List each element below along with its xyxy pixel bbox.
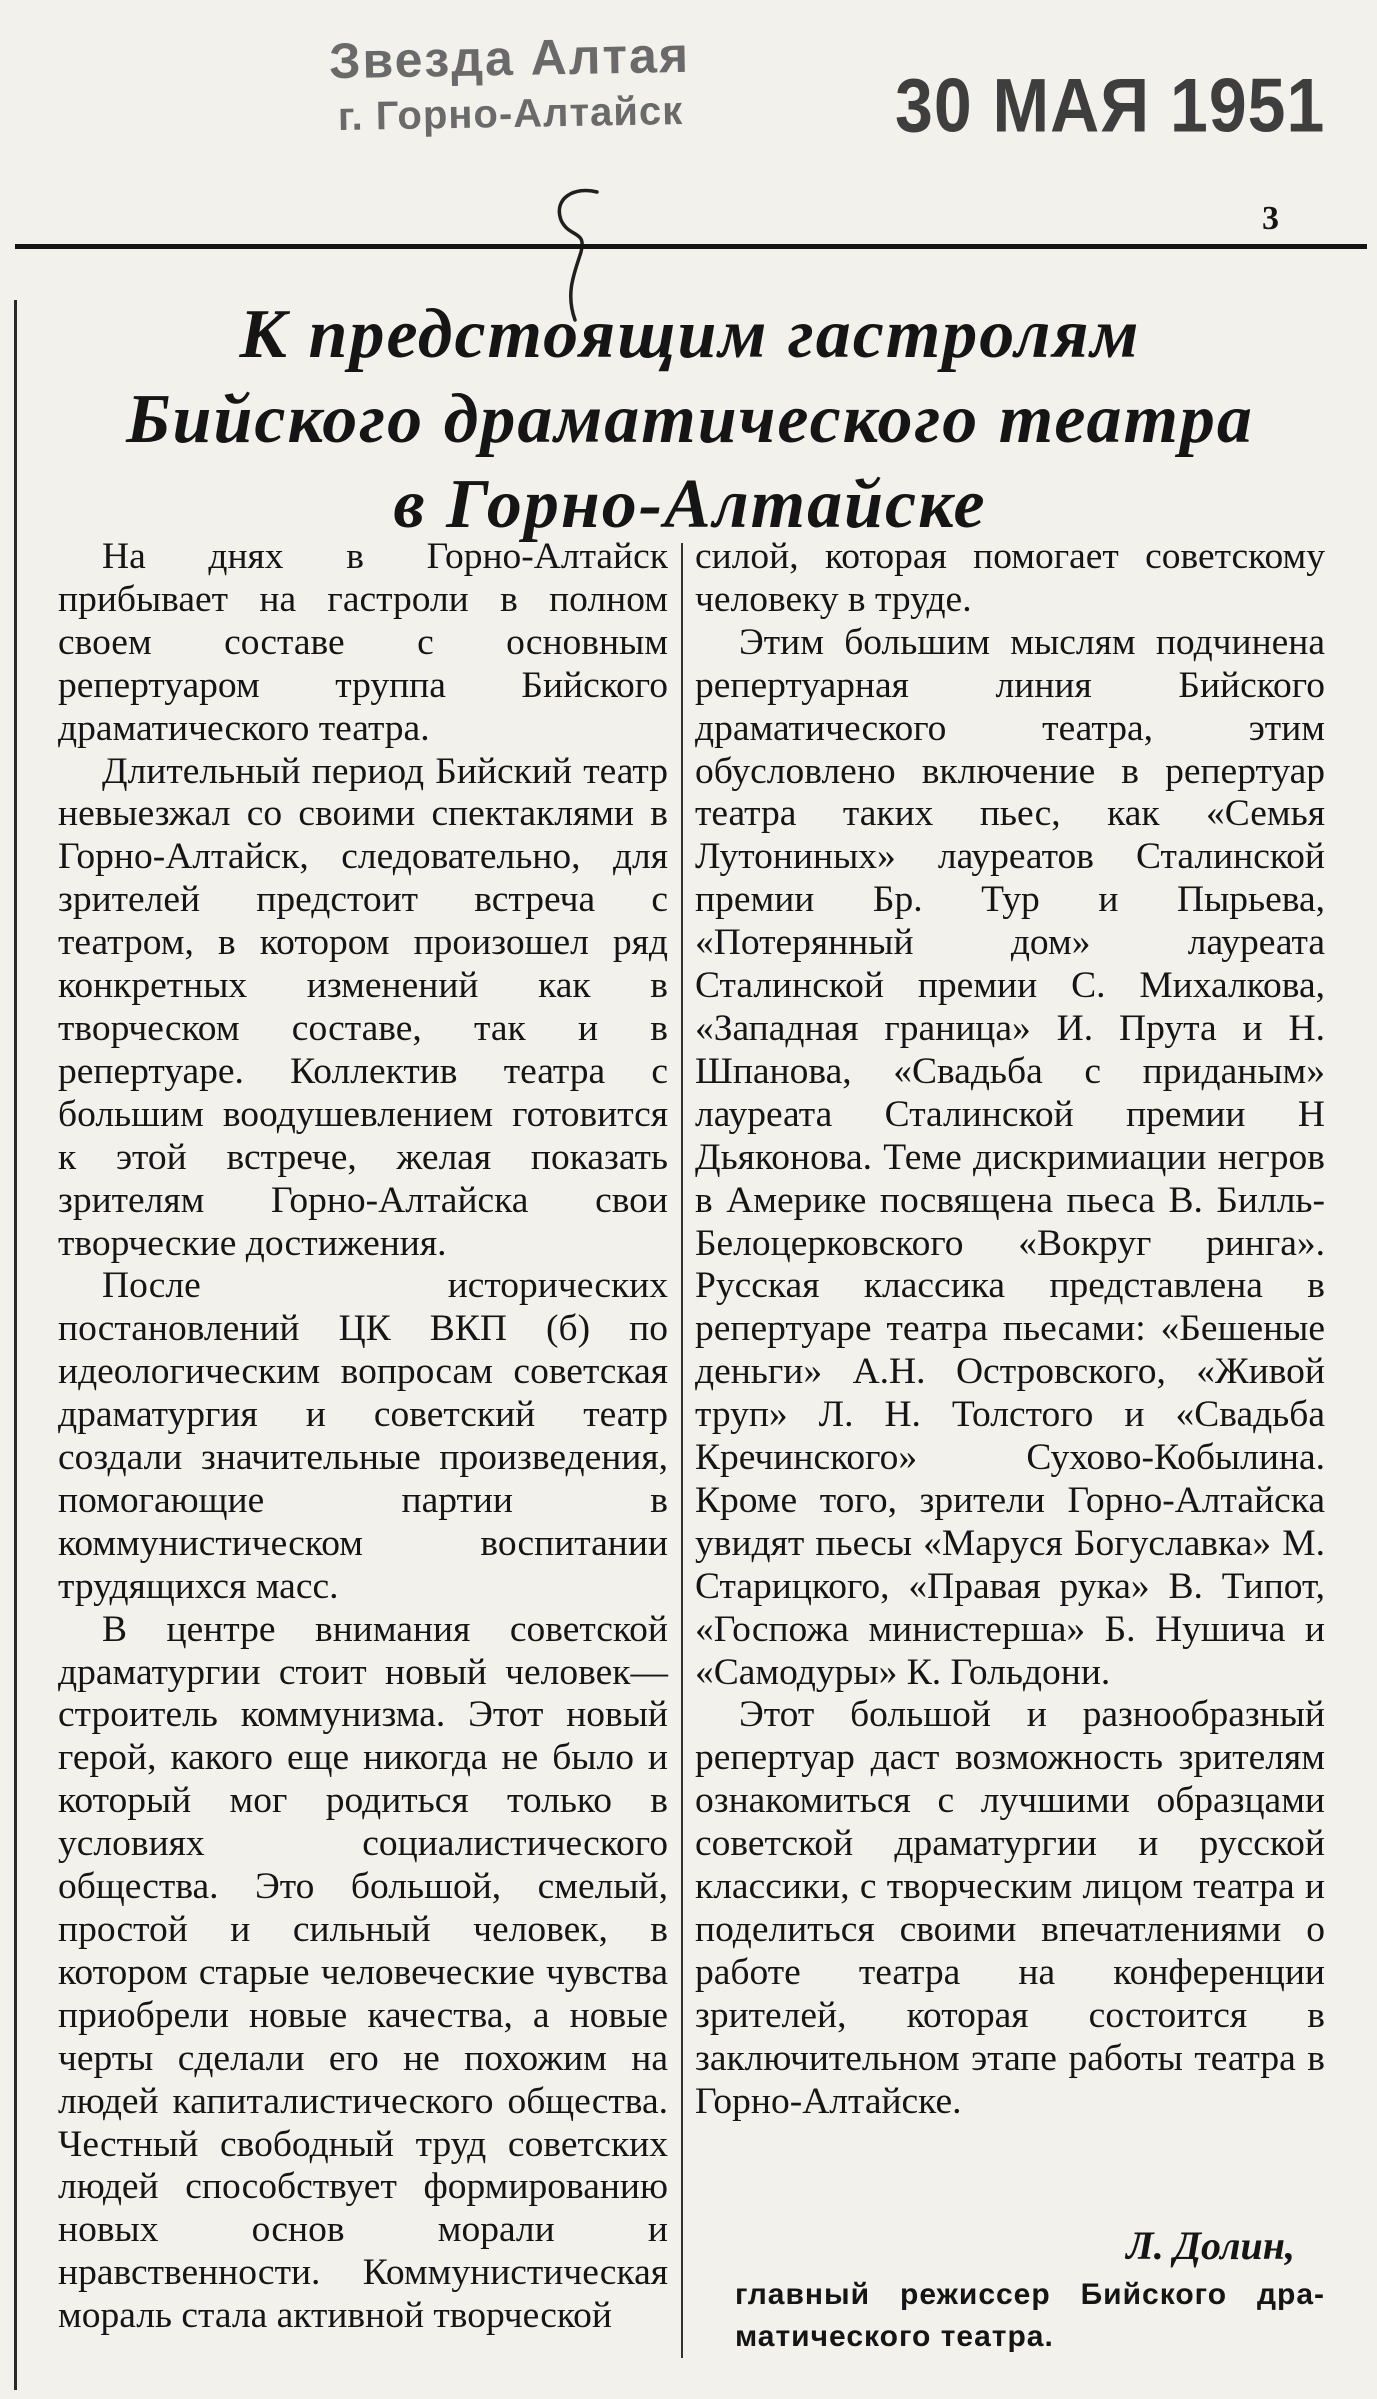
paragraph: В центре внимания советской драматургии стоит новый человек— строитель коммунизма. Этот новый герой, какого еще никогда не было и который мог родиться только в условиях социалистического общества. Это большой, смелый, простой и сильный человек, в котором старые человеческие чувства приобрели новые качества, а новые черты сделали его не похожим на людей капиталистического общества. Честный свободный труд советских людей способствует формированию новых основ морали и нравственности. Коммунистическая мораль стала активной творческой — [58, 1608, 668, 2337]
author-name: Л. Долин, — [1126, 2223, 1295, 2268]
headline-line-2: Бийского драматического театра — [126, 381, 1254, 458]
author-title — [695, 2274, 1325, 2358]
column-divider — [681, 543, 683, 2358]
author-title-line-2: матического театра. — [735, 2320, 1054, 2353]
paragraph: Этот большой и разнообразный репертуар даст возможность зрителям ознакомиться с лучшими образцами советской драматургии и русской классики, с творческим лицом театра и поделиться своими впечатлениями о работе театра на конференции зрителей, которая состоится в заключительном этапе работы театра в Горно-Алтайске. — [695, 1694, 1325, 2122]
headline-line-3: в Горно-Алтайске — [393, 466, 987, 543]
top-rule — [15, 244, 1367, 249]
paragraph: Длительный период Бийский театр невыезжал со своими спектаклями в Горно-Алтайск, следовательно, для зрителей предстоит встреча с театром, в котором произошел ряд конкретных изменений как в творческом составе, так и в репертуаре. Коллектив театра с большим воодушевлением готовится к этой встрече, желая показать зрителям Горно-Алтайска свои творческие достижения. — [58, 750, 668, 1264]
page-number: 3 — [1262, 200, 1279, 237]
headline-line-1: К предстоящим гастролям — [239, 296, 1141, 373]
right-column — [695, 536, 1325, 2124]
stamp-newspaper-name: Звезда Алтая — [328, 26, 691, 90]
left-column — [58, 536, 668, 2338]
article-signature — [695, 2222, 1325, 2358]
author-title-line-1: главный режиссер Бийского дра- — [735, 2278, 1325, 2311]
article-headline — [40, 292, 1340, 547]
paragraph: Этим большим мыслям подчинена репертуарная линия Бийского драматического театра, этим обусловлено включение в репертуар театра таких пьес, как «Семья Лутониных» лауреатов Сталинской премии Бр. Тур и Пырьева, «Потерянный дом» лауреата Сталинской премии С. Михалкова, «Западная граница» И. Прута и Н. Шпанова, «Свадьба с приданым» лауреата Сталинской премии Н Дьяконова. Теме дискримиации негров в Америке посвящена пьеса В. Билль-Белоцерковского «Вокруг ринга». Русская классика представлена в репертуаре театра пьесами: «Бешеные деньги» А.Н. Островского, «Живой труп» Л. Н. Толстого и «Свадьба Кречинского» Сухово-Кобылина. Кроме того, зрители Горно-Алтайска увидят пьесы «Маруся Богуславка» М. Старицкого, «Правая рука» В. Типот, «Госпожа министерша» Б. Нушича и «Самодуры» К. Гольдони. — [695, 621, 1325, 1693]
paragraph-continuation: силой, которая помогает советскому человеку в труде. — [695, 536, 1325, 620]
newspaper-stamp — [269, 24, 751, 144]
paragraph: На днях в Горно-Алтайск прибывает на гастроли в полном своем составе с основным репертуаром труппа Бийского драматического театра. — [58, 536, 668, 749]
date-stamp: 30 МАЯ 1951 — [895, 63, 1326, 149]
paragraph: После исторических постановлений ЦК ВКП (б) по идеологическим вопросам советская драматургия и советский театр создали значительные произведения, помогающие партии в коммунистическом воспитании трудящихся масс. — [58, 1265, 668, 1607]
stamp-city: г. Горно-Алтайск — [337, 88, 684, 140]
left-border — [14, 300, 17, 2390]
